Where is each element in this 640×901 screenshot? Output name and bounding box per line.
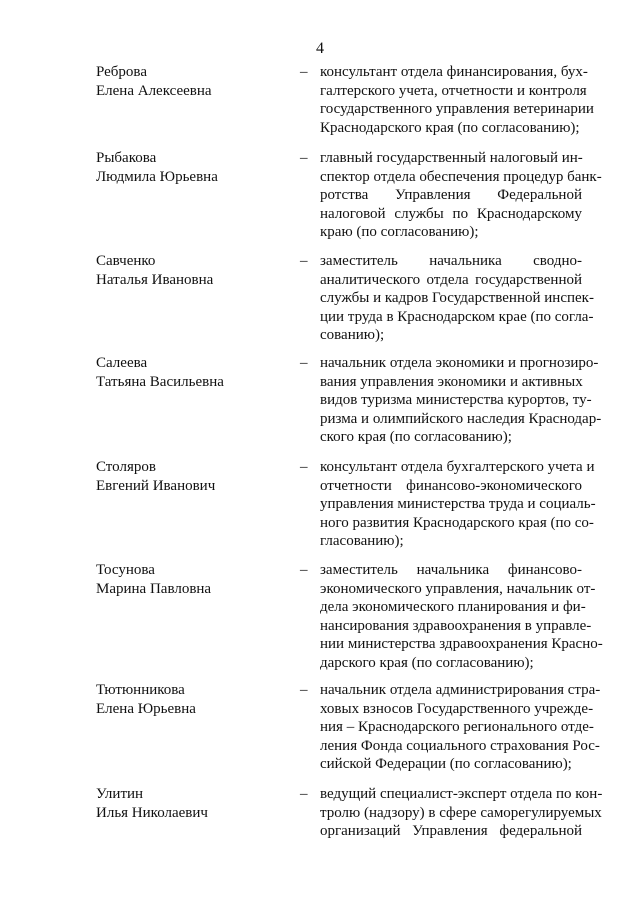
description-line: заместитель начальника финансово-	[320, 562, 582, 578]
position-description	[320, 63, 594, 137]
person-surname: Столяров	[96, 459, 156, 475]
person-surname: Тосунова	[96, 562, 155, 578]
description-line: ния – Краснодарского регионального отде-	[320, 719, 594, 735]
person-surname: Тютюнникова	[96, 682, 185, 698]
description-line: консультант отдела финансирования, бух-	[320, 64, 588, 80]
person-surname: Улитин	[96, 786, 144, 802]
description-line: нии министерства здравоохранения Красно-	[320, 636, 603, 652]
dash-separator: –	[300, 459, 308, 475]
dash-separator: –	[300, 682, 308, 698]
dash-separator: –	[300, 64, 308, 80]
description-line: сованию);	[320, 327, 385, 343]
description-line: налоговой службы по Краснодарскому	[320, 205, 582, 222]
description-line: экономического управления, начальник от-	[320, 580, 596, 597]
description-line: вания управления экономики и активных	[320, 373, 583, 390]
person-given-names: Наталья Ивановна	[96, 271, 214, 288]
person-surname: Рыбакова	[96, 150, 157, 166]
position-description	[320, 785, 603, 841]
description-line: начальник отдела экономики и прогнозиро-	[320, 355, 599, 371]
description-line: сийской Федерации (по согласованию);	[320, 756, 572, 772]
description-line: заместитель начальника сводно-	[320, 253, 582, 269]
description-line: главный государственный налоговый ин-	[320, 150, 583, 166]
description-line: спектор отдела обеспечения процедур банк-	[320, 168, 602, 185]
description-line: государственного управления ветеринарии	[320, 101, 594, 117]
description-line: гласованию);	[320, 533, 404, 549]
description-line: видов туризма министерства курортов, ту-	[320, 392, 592, 408]
description-line: ления Фонда социального страхования Рос-	[320, 737, 600, 754]
position-description	[320, 458, 596, 551]
description-line: ции труда в Краснодарском крае (по согла-	[320, 308, 594, 325]
dash-separator: –	[300, 562, 308, 578]
person-name	[96, 785, 281, 822]
description-line: галтерского учета, отчетности и контроля	[320, 82, 587, 99]
dash-separator: –	[300, 786, 308, 802]
person-name	[96, 252, 281, 289]
description-line: ризма и олимпийского наследия Краснодар-	[320, 410, 602, 427]
person-surname: Савченко	[96, 253, 156, 269]
description-line: ведущий специалист-эксперт отдела по кон-	[320, 786, 603, 802]
person-given-names: Елена Алексеевна	[96, 82, 212, 99]
person-name	[96, 561, 281, 598]
person-given-names: Людмила Юрьевна	[96, 168, 218, 185]
description-line: отчетности финансово-экономического	[320, 477, 582, 494]
dash-separator: –	[300, 253, 308, 269]
position-description	[320, 681, 601, 774]
person-name	[96, 458, 281, 495]
person-name	[96, 681, 281, 718]
description-line: начальник отдела администрирования стра-	[320, 682, 601, 698]
person-name	[96, 354, 281, 391]
description-line: службы и кадров Государственной инспек-	[320, 290, 594, 306]
description-line: ховых взносов Государственного учрежде-	[320, 700, 594, 717]
person-surname: Реброва	[96, 64, 147, 80]
position-description	[320, 561, 603, 672]
description-line: ротства Управления Федеральной	[320, 187, 582, 203]
person-given-names: Елена Юрьевна	[96, 700, 196, 717]
dash-separator: –	[300, 150, 308, 166]
description-line: тролю (надзору) в сфере саморегулируемых	[320, 804, 602, 821]
description-line: ного развития Краснодарского края (по со-	[320, 514, 594, 531]
person-given-names: Илья Николаевич	[96, 804, 208, 821]
person-given-names: Евгений Иванович	[96, 477, 216, 494]
person-name	[96, 149, 281, 186]
description-line: ского края (по согласованию);	[320, 429, 512, 445]
dash-separator: –	[300, 355, 308, 371]
description-line: консультант отдела бухгалтерского учета и	[320, 459, 595, 475]
description-line: аналитического отдела государственной	[320, 271, 582, 288]
description-line: нансирования здравоохранения в управле-	[320, 617, 592, 634]
description-line: организаций Управления федеральной	[320, 823, 582, 839]
description-line: дарского края (по согласованию);	[320, 654, 534, 671]
description-line: дела экономического планирования и фи-	[320, 599, 586, 615]
person-name	[96, 63, 281, 100]
description-line: краю (по согласованию);	[320, 224, 479, 240]
position-description	[320, 252, 594, 345]
person-given-names: Татьяна Васильевна	[96, 373, 224, 390]
page-number: 4	[316, 40, 324, 57]
description-line: Краснодарского края (по согласованию);	[320, 119, 580, 136]
position-description	[320, 149, 602, 242]
position-description	[320, 354, 602, 447]
person-given-names: Марина Павловна	[96, 580, 212, 597]
description-line: управления министерства труда и социаль-	[320, 496, 596, 512]
person-surname: Салеева	[96, 355, 148, 371]
